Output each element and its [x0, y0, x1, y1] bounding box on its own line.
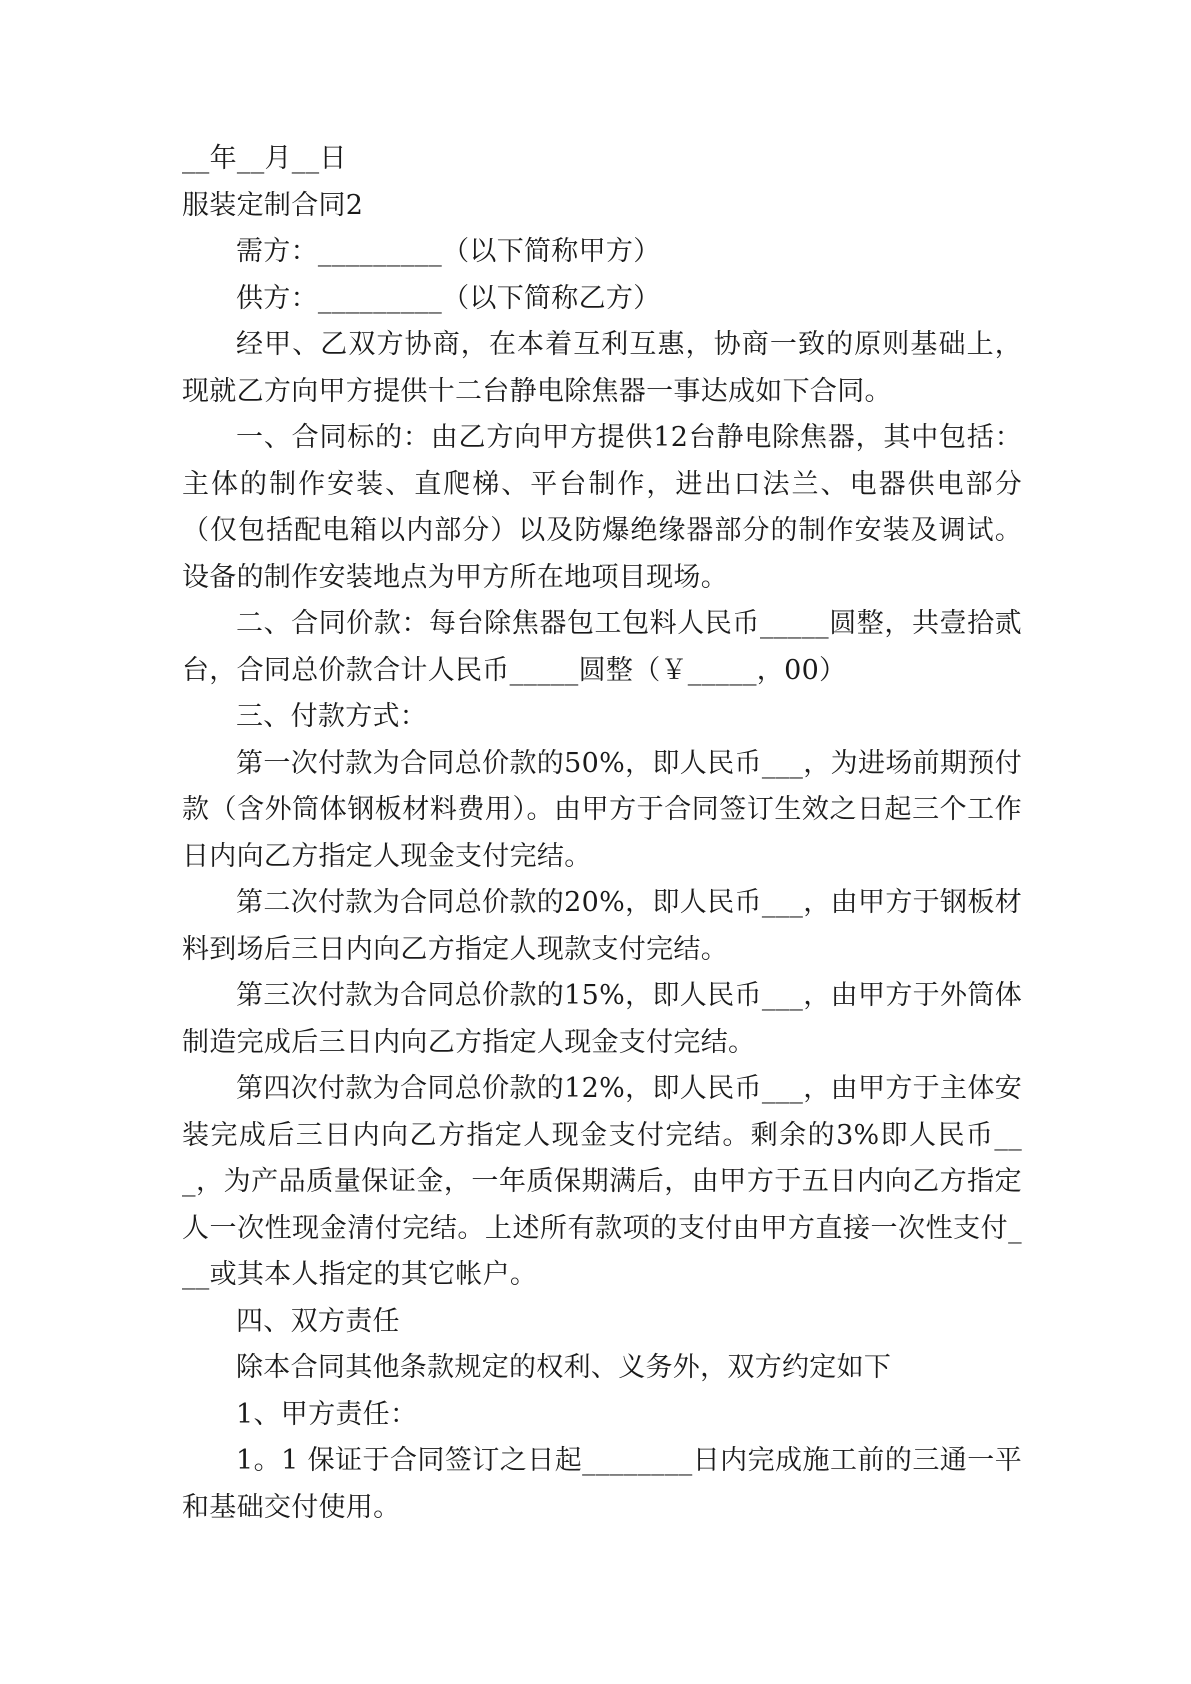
clause-payment-heading: 三、付款方式：	[236, 701, 428, 732]
payment-third: 第三次付款为合同总价款的15%，即人民币___，由甲方于外筒体制造完成后三日内向乙方指定人现金支付完结。	[182, 980, 1022, 1058]
payment-second: 第二次付款为合同总价款的20%，即人民币___，由甲方于钢板材料到场后三日内向乙方指定人现款支付完结。	[182, 887, 1022, 965]
clause-responsibility-heading: 四、双方责任	[236, 1305, 400, 1337]
document-title: 服装定制合同2	[182, 189, 364, 221]
party-a-item-1-1: 1。1 保证于合同签订之日起________日内完成施工前的三通一平和基础交付使用。	[182, 1445, 1022, 1523]
preamble-paragraph: 经甲、乙双方协商，在本着互利互惠，协商一致的原则基础上，现就乙方向甲方提供十二台静电除焦器一事达成如下合同。	[182, 329, 1022, 407]
buyer-line: 需方：_________（以下简称甲方）	[236, 236, 661, 267]
responsibility-intro: 除本合同其他条款规定的权利、义务外，双方约定如下	[236, 1352, 892, 1383]
party-a-responsibility-heading: 1、甲方责任：	[236, 1398, 418, 1430]
clause-subject: 一、合同标的：由乙方向甲方提供12台静电除焦器，其中包括：主体的制作安装、直爬梯、平台制作，进出口法兰、电器供电部分（仅包括配电箱以内部分）以及防爆绝缘器部分的制作安装及调试。设备的制作安装地点为甲方所在地项目现场。	[182, 422, 1022, 593]
clause-price: 二、合同价款：每台除焦器包工包料人民币_____圆整，共壹拾贰台，合同总价款合计人民币_____圆整（￥_____，00）	[182, 608, 1022, 686]
payment-first: 第一次付款为合同总价款的50%，即人民币___，为进场前期预付款（含外筒体钢板材料费用）。由甲方于合同签订生效之日起三个工作日内向乙方指定人现金支付完结。	[182, 747, 1022, 872]
supplier-line: 供方：_________（以下简称乙方）	[236, 282, 661, 314]
date-line: __年__月__日	[182, 143, 347, 174]
payment-fourth: 第四次付款为合同总价款的12%，即人民币___，由甲方于主体安装完成后三日内向乙方指定人现金支付完结。剩余的3%即人民币___，为产品质量保证金，一年质保期满后，由甲方于五日内向乙方指定人一次性现金清付完结。上述所有款项的支付由甲方直接一次性支付___或其本人指定的其它帐户。	[182, 1073, 1022, 1290]
document-body	[182, 136, 1022, 1531]
